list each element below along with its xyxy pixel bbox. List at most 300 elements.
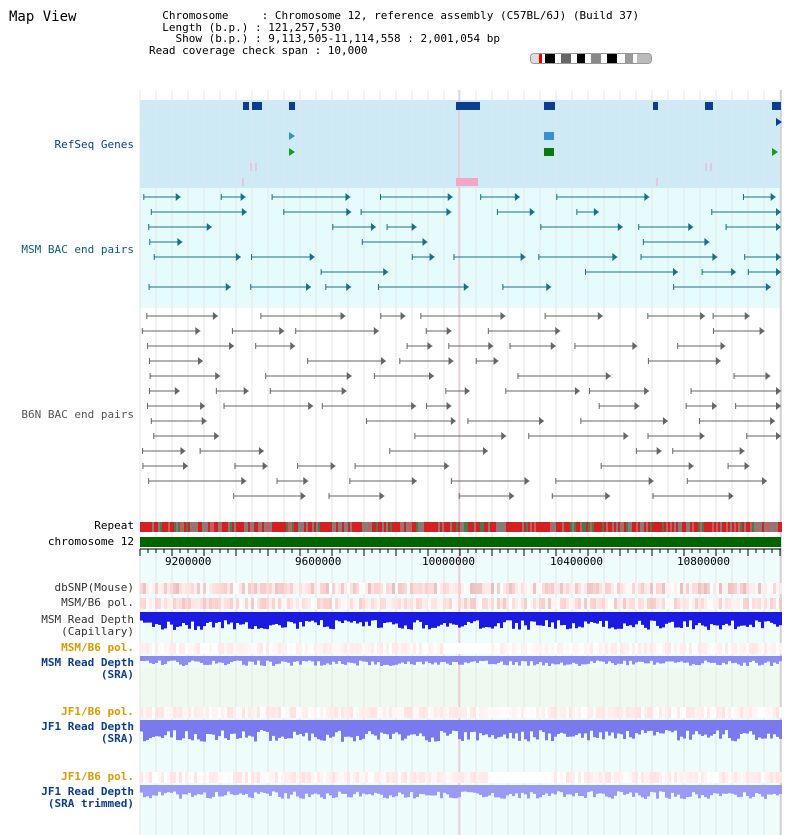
- heat-cell: [413, 707, 416, 718]
- depth-bar: [428, 785, 431, 795]
- repeat-segment: [358, 522, 360, 532]
- depth-bar: [293, 720, 296, 732]
- depth-bar: [680, 656, 683, 661]
- bac-pair-arrow: [342, 387, 347, 395]
- depth-bar: [302, 656, 305, 661]
- depth-bar: [539, 720, 542, 730]
- heat-cell: [512, 598, 515, 609]
- heat-cell: [212, 643, 215, 654]
- heat-cell: [659, 707, 662, 718]
- heat-cell: [389, 583, 392, 594]
- depth-bar: [608, 612, 611, 628]
- depth-bar: [263, 612, 266, 629]
- repeat-segment: [202, 522, 204, 532]
- heat-cell: [449, 583, 452, 594]
- repeat-segment: [610, 522, 612, 532]
- heat-cell: [308, 598, 311, 609]
- depth-bar: [212, 612, 215, 627]
- depth-bar: [317, 656, 320, 661]
- heat-cell: [590, 583, 593, 594]
- heat-cell: [212, 583, 215, 594]
- heat-cell: [347, 598, 350, 609]
- depth-bar: [422, 612, 425, 628]
- heat-cell: [359, 583, 362, 594]
- repeat-segment: [636, 522, 638, 532]
- heat-cell: [446, 643, 449, 654]
- heat-cell: [560, 598, 563, 609]
- heat-cell: [779, 772, 782, 783]
- heat-cell: [191, 598, 194, 609]
- heat-cell: [533, 772, 536, 783]
- info-show: Show (b.p.) : 9,113,505-11,114,558 : 2,001,054 bp: [149, 32, 500, 45]
- heat-cell: [530, 707, 533, 718]
- depth-bar: [179, 720, 182, 740]
- depth-bar: [221, 656, 224, 663]
- depth-bar: [659, 785, 662, 791]
- depth-bar: [248, 720, 251, 736]
- heat-cell: [341, 707, 344, 718]
- repeat-segment: [252, 522, 254, 532]
- heat-cell: [188, 772, 191, 783]
- heat-cell: [710, 598, 713, 609]
- heat-cell: [644, 598, 647, 609]
- depth-bar: [704, 720, 707, 735]
- heat-cell: [695, 583, 698, 594]
- depth-bar: [257, 612, 260, 629]
- heat-cell: [269, 598, 272, 609]
- depth-bar: [734, 612, 737, 629]
- depth-bar: [323, 720, 326, 741]
- heat-cell: [761, 583, 764, 594]
- depth-bar: [176, 720, 179, 740]
- label-jf1-b6-pol-2[interactable]: JF1/B6 pol.: [61, 770, 134, 783]
- repeat-segment: [422, 522, 424, 532]
- label-b6n-bac[interactable]: B6N BAC end pairs: [21, 408, 134, 421]
- depth-bar: [677, 785, 680, 795]
- depth-bar: [626, 785, 629, 794]
- heat-cell: [209, 707, 212, 718]
- gene-feature: [456, 178, 478, 186]
- bac-pair-arrow: [448, 193, 453, 201]
- depth-bar: [341, 612, 344, 623]
- heat-cell: [572, 643, 575, 654]
- heat-cell: [176, 643, 179, 654]
- repeat-segment: [732, 522, 734, 532]
- heat-cell: [500, 643, 503, 654]
- depth-bar: [566, 720, 569, 737]
- depth-bar: [365, 656, 368, 662]
- heat-cell: [218, 643, 221, 654]
- depth-bar: [350, 656, 353, 663]
- heat-cell: [674, 583, 677, 594]
- heat-cell: [770, 772, 773, 783]
- repeat-segment: [402, 522, 404, 532]
- depth-bar: [632, 656, 635, 664]
- depth-bar: [536, 785, 539, 798]
- depth-bar: [539, 785, 542, 797]
- heat-cell: [602, 598, 605, 609]
- heat-cell: [272, 583, 275, 594]
- repeat-segment: [438, 522, 440, 532]
- heat-cell: [170, 598, 173, 609]
- repeat-segment: [346, 522, 348, 532]
- heat-cell: [356, 643, 359, 654]
- repeat-segment: [152, 522, 154, 532]
- heat-cell: [557, 707, 560, 718]
- heat-cell: [467, 598, 470, 609]
- depth-bar: [662, 785, 665, 792]
- heat-cell: [449, 707, 452, 718]
- depth-bar: [284, 720, 287, 739]
- depth-bar: [764, 785, 767, 799]
- depth-bar: [152, 656, 155, 664]
- heat-cell: [359, 707, 362, 718]
- label-msm-depth-sra-1[interactable]: MSM Read Depth: [41, 656, 134, 669]
- heat-cell: [257, 772, 260, 783]
- depth-bar: [506, 720, 509, 738]
- heat-cell: [365, 598, 368, 609]
- depth-bar: [743, 612, 746, 626]
- depth-bar: [284, 656, 287, 662]
- heat-cell: [452, 583, 455, 594]
- depth-bar: [353, 785, 356, 794]
- depth-bar: [674, 612, 677, 628]
- heat-cell: [602, 643, 605, 654]
- heat-cell: [254, 598, 257, 609]
- depth-bar: [173, 656, 176, 661]
- depth-bar: [380, 785, 383, 795]
- heat-cell: [578, 583, 581, 594]
- depth-bar: [506, 656, 509, 665]
- heat-cell: [497, 643, 500, 654]
- bac-pair-arrow: [623, 432, 628, 440]
- label-dbsnp[interactable]: dbSNP(Mouse): [54, 581, 134, 594]
- heat-cell: [530, 598, 533, 609]
- depth-bar: [554, 612, 557, 629]
- heat-cell: [515, 598, 518, 609]
- depth-bar: [767, 720, 770, 734]
- repeat-segment: [682, 522, 684, 532]
- repeat-segment: [558, 522, 560, 532]
- depth-bar: [257, 656, 260, 661]
- heat-cell: [347, 772, 350, 783]
- bac-pair-arrow: [183, 462, 188, 470]
- heat-cell: [698, 772, 701, 783]
- bac-pair-arrow: [180, 447, 185, 455]
- depth-bar: [488, 612, 491, 627]
- label-repeat[interactable]: Repeat: [94, 519, 134, 532]
- heat-cell: [209, 772, 212, 783]
- depth-bar: [572, 656, 575, 663]
- heat-cell: [395, 598, 398, 609]
- heat-cell: [737, 643, 740, 654]
- depth-bar: [242, 656, 245, 665]
- heat-cell: [455, 643, 458, 654]
- bac-pair-arrow: [700, 312, 705, 320]
- heat-cell: [548, 583, 551, 594]
- repeat-segment: [590, 522, 592, 532]
- repeat-segment: [338, 522, 340, 532]
- heat-cell: [617, 598, 620, 609]
- depth-bar: [221, 612, 224, 628]
- heat-cell: [485, 772, 488, 783]
- heat-cell: [140, 707, 143, 718]
- heat-cell: [212, 598, 215, 609]
- depth-bar: [419, 656, 422, 662]
- heat-cell: [278, 598, 281, 609]
- depth-bar: [149, 612, 152, 623]
- heat-cell: [530, 772, 533, 783]
- heat-cell: [233, 598, 236, 609]
- heat-cell: [245, 598, 248, 609]
- depth-bar: [182, 612, 185, 623]
- label-jf1-depth-sra-1[interactable]: JF1 Read Depth: [41, 720, 134, 733]
- depth-bar: [347, 656, 350, 662]
- heat-cell: [518, 707, 521, 718]
- repeat-segment: [660, 522, 662, 532]
- bac-pair-arrow: [644, 387, 649, 395]
- depth-bar: [656, 656, 659, 663]
- repeat-segment: [520, 522, 522, 532]
- depth-bar: [512, 785, 515, 796]
- depth-bar: [521, 785, 524, 793]
- heat-cell: [296, 643, 299, 654]
- heat-cell: [167, 707, 170, 718]
- depth-bar: [638, 612, 641, 621]
- heat-cell: [254, 583, 257, 594]
- depth-bar: [332, 612, 335, 629]
- depth-bar: [395, 612, 398, 624]
- depth-bar: [467, 720, 470, 740]
- depth-bar: [509, 612, 512, 620]
- repeat-segment: [508, 522, 510, 532]
- heat-cell: [263, 583, 266, 594]
- heat-cell: [440, 772, 443, 783]
- depth-bar: [326, 656, 329, 663]
- depth-bar: [539, 612, 542, 625]
- heat-cell: [323, 643, 326, 654]
- axis-tick-label: 9200000: [165, 555, 212, 568]
- repeat-segment: [366, 522, 368, 532]
- heat-cell: [761, 707, 764, 718]
- repeat-segment: [308, 522, 310, 532]
- depth-bar: [161, 720, 164, 738]
- heat-cell: [680, 772, 683, 783]
- heat-cell: [758, 598, 761, 609]
- repeat-segment: [526, 522, 528, 532]
- heat-cell: [152, 583, 155, 594]
- heat-cell: [197, 643, 200, 654]
- label-msm-bac[interactable]: MSM BAC end pairs: [21, 243, 134, 256]
- repeat-segment: [602, 522, 604, 532]
- repeat-segment: [270, 522, 272, 532]
- depth-bar: [383, 612, 386, 623]
- heat-cell: [725, 583, 728, 594]
- heat-cell: [155, 707, 158, 718]
- heat-cell: [368, 598, 371, 609]
- depth-bar: [305, 720, 308, 733]
- heat-cell: [164, 707, 167, 718]
- repeat-segment: [194, 522, 196, 532]
- heat-cell: [284, 643, 287, 654]
- depth-bar: [206, 720, 209, 734]
- heat-cell: [200, 643, 203, 654]
- bac-pair-arrow: [634, 402, 639, 410]
- repeat-segment: [460, 522, 462, 532]
- heat-cell: [308, 583, 311, 594]
- depth-bar: [563, 656, 566, 665]
- repeat-segment: [240, 522, 242, 532]
- heat-cell: [605, 583, 608, 594]
- heat-cell: [491, 598, 494, 609]
- gene-feature: [456, 102, 480, 110]
- repeat-segment: [746, 522, 748, 532]
- heat-cell: [545, 583, 548, 594]
- heat-cell: [161, 643, 164, 654]
- depth-bar: [314, 612, 317, 622]
- depth-bar: [182, 785, 185, 794]
- repeat-segment: [400, 522, 402, 532]
- repeat-segment: [454, 522, 456, 532]
- bac-pair-arrow: [521, 253, 526, 261]
- heat-cell: [593, 643, 596, 654]
- heat-cell: [278, 707, 281, 718]
- repeat-segment: [458, 522, 460, 532]
- repeat-segment: [360, 522, 362, 532]
- heat-cell: [320, 643, 323, 654]
- depth-bar: [347, 720, 350, 737]
- heat-cell: [731, 643, 734, 654]
- heat-cell: [749, 772, 752, 783]
- depth-bar: [587, 656, 590, 664]
- heat-cell: [383, 643, 386, 654]
- heat-cell: [719, 583, 722, 594]
- label-chromosome[interactable]: chromosome 12: [47, 535, 134, 548]
- depth-bar: [395, 656, 398, 665]
- heat-cell: [629, 772, 632, 783]
- heat-cell: [209, 583, 212, 594]
- heat-cell: [734, 772, 737, 783]
- depth-bar: [374, 612, 377, 620]
- depth-bar: [518, 720, 521, 741]
- bac-pair-arrow: [770, 417, 775, 425]
- heat-cell: [275, 598, 278, 609]
- heat-cell: [140, 598, 143, 609]
- depth-bar: [530, 785, 533, 792]
- depth-bar: [767, 656, 770, 662]
- heat-cell: [581, 643, 584, 654]
- heat-cell: [431, 583, 434, 594]
- depth-bar: [656, 612, 659, 626]
- heat-cell: [260, 707, 263, 718]
- heat-cell: [479, 707, 482, 718]
- heat-cell: [767, 707, 770, 718]
- label-jf1-depth-trimmed-1[interactable]: JF1 Read Depth: [41, 785, 134, 798]
- heat-cell: [593, 583, 596, 594]
- depth-bar: [521, 720, 524, 732]
- depth-bar: [278, 612, 281, 625]
- depth-bar: [734, 656, 737, 663]
- depth-bar: [473, 612, 476, 621]
- depth-bar: [629, 656, 632, 661]
- depth-bar: [479, 785, 482, 795]
- depth-bar: [374, 720, 377, 736]
- depth-bar: [554, 785, 557, 794]
- repeat-segment: [780, 522, 782, 532]
- depth-bar: [200, 785, 203, 795]
- heat-cell: [365, 643, 368, 654]
- heat-cell: [224, 707, 227, 718]
- depth-bar: [215, 656, 218, 664]
- heat-cell: [305, 772, 308, 783]
- heat-cell: [344, 707, 347, 718]
- heat-cell: [443, 598, 446, 609]
- heat-cell: [215, 583, 218, 594]
- repeat-segment: [166, 522, 168, 532]
- depth-bar: [284, 612, 287, 627]
- depth-bar: [689, 612, 692, 620]
- label-msm-b6-pol[interactable]: MSM/B6 pol.: [61, 596, 134, 609]
- bac-pair-arrow: [176, 193, 181, 201]
- repeat-segment: [472, 522, 474, 532]
- heat-cell: [446, 772, 449, 783]
- heat-cell: [164, 598, 167, 609]
- heat-cell: [167, 583, 170, 594]
- heat-cell: [416, 707, 419, 718]
- heat-cell: [752, 772, 755, 783]
- heat-cell: [749, 707, 752, 718]
- heat-cell: [626, 583, 629, 594]
- label-jf1-b6-pol[interactable]: JF1/B6 pol.: [61, 705, 134, 718]
- heat-cell: [278, 583, 281, 594]
- label-msm-b6-pol-2[interactable]: MSM/B6 pol.: [61, 641, 134, 654]
- heat-cell: [470, 643, 473, 654]
- heat-cell: [746, 643, 749, 654]
- depth-bar: [185, 656, 188, 665]
- depth-bar: [713, 720, 716, 734]
- heat-cell: [527, 772, 530, 783]
- label-msm-depth-capillary-1[interactable]: MSM Read Depth: [41, 613, 134, 626]
- label-refseq-genes[interactable]: RefSeq Genes: [54, 138, 134, 151]
- heat-cell: [473, 583, 476, 594]
- depth-bar: [308, 656, 311, 661]
- depth-bar: [617, 656, 620, 664]
- depth-bar: [530, 612, 533, 621]
- heat-cell: [662, 583, 665, 594]
- repeat-segment: [744, 522, 746, 532]
- depth-bar: [314, 785, 317, 793]
- repeat-segment: [172, 522, 174, 532]
- depth-bar: [212, 720, 215, 735]
- heat-cell: [719, 772, 722, 783]
- heat-cell: [236, 707, 239, 718]
- heat-cell: [347, 707, 350, 718]
- repeat-segment: [608, 522, 610, 532]
- heat-cell: [590, 643, 593, 654]
- depth-bar: [341, 720, 344, 742]
- heat-cell: [398, 772, 401, 783]
- depth-bar: [260, 656, 263, 665]
- depth-bar: [608, 656, 611, 661]
- depth-bar: [515, 720, 518, 733]
- repeat-segment: [604, 522, 606, 532]
- heat-cell: [428, 643, 431, 654]
- depth-bar: [203, 720, 206, 742]
- depth-bar: [206, 785, 209, 798]
- heat-cell: [401, 643, 404, 654]
- repeat-segment: [630, 522, 632, 532]
- heat-cell: [434, 643, 437, 654]
